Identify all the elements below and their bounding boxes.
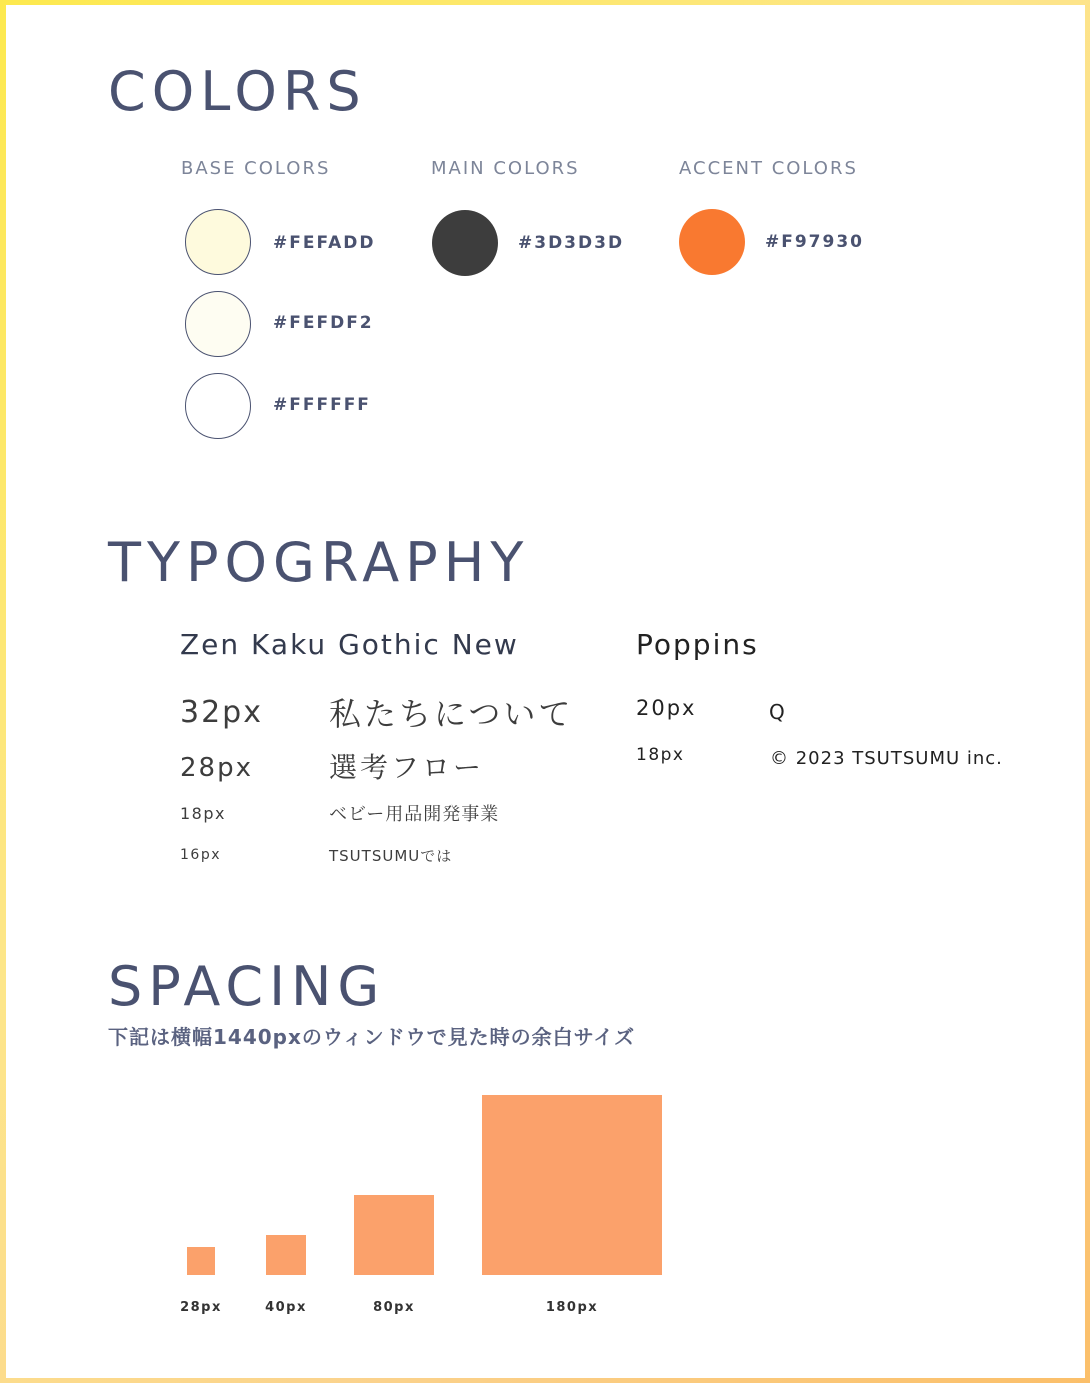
base-colors-label: BASE COLORS [181, 158, 331, 179]
hex-label-fefadd: #FEFADD [273, 233, 376, 253]
color-swatch-ffffff [185, 373, 251, 439]
accent-colors-label: ACCENT COLORS [679, 158, 858, 179]
hex-label-ffffff: #FFFFFF [273, 395, 371, 415]
color-swatch-fefadd [185, 209, 251, 275]
zen-size-28: 28px [180, 753, 253, 783]
zen-size-18: 18px [180, 804, 226, 823]
zen-sample-18: ベビー用品開発事業 [329, 804, 500, 825]
hex-label-3d3d3d: #3D3D3D [518, 233, 625, 253]
spacing-subtitle: 下記は横幅1440pxのウィンドウで見た時の余白サイズ [108, 1025, 636, 1049]
spacing-label-40: 40px [265, 1300, 307, 1315]
font-name-zen-kaku: Zen Kaku Gothic New [180, 628, 519, 661]
spacing-box-28 [187, 1247, 215, 1275]
hex-label-fefdf2: #FEFDF2 [273, 313, 374, 333]
poppins-sample-20: Q [769, 700, 785, 724]
style-guide-sheet [6, 5, 1085, 1378]
zen-sample-16: TSUTSUMUでは [329, 847, 453, 865]
poppins-sample-18: © 2023 TSUTSUMU inc. [770, 748, 1003, 769]
spacing-box-180 [482, 1095, 662, 1275]
typography-heading: TYPOGRAPHY [108, 531, 530, 594]
spacing-label-80: 80px [373, 1300, 415, 1315]
zen-sample-32: 私たちについて [329, 695, 574, 733]
color-swatch-fefdf2 [185, 291, 251, 357]
poppins-size-18: 18px [636, 745, 685, 765]
spacing-box-80 [354, 1195, 434, 1275]
zen-size-32: 32px [180, 695, 263, 730]
main-colors-label: MAIN COLORS [431, 158, 580, 179]
colors-heading: COLORS [108, 60, 367, 123]
color-swatch-3d3d3d [432, 210, 498, 276]
zen-size-16: 16px [180, 847, 221, 863]
spacing-box-40 [266, 1235, 306, 1275]
spacing-label-180: 180px [545, 1300, 599, 1315]
poppins-size-20: 20px [636, 696, 697, 720]
hex-label-f97930: #F97930 [765, 232, 864, 252]
color-swatch-f97930 [679, 209, 745, 275]
font-name-poppins: Poppins [636, 628, 759, 661]
spacing-label-28: 28px [180, 1300, 222, 1315]
zen-sample-28: 選考フロー [329, 751, 485, 784]
spacing-heading: SPACING [108, 955, 386, 1018]
